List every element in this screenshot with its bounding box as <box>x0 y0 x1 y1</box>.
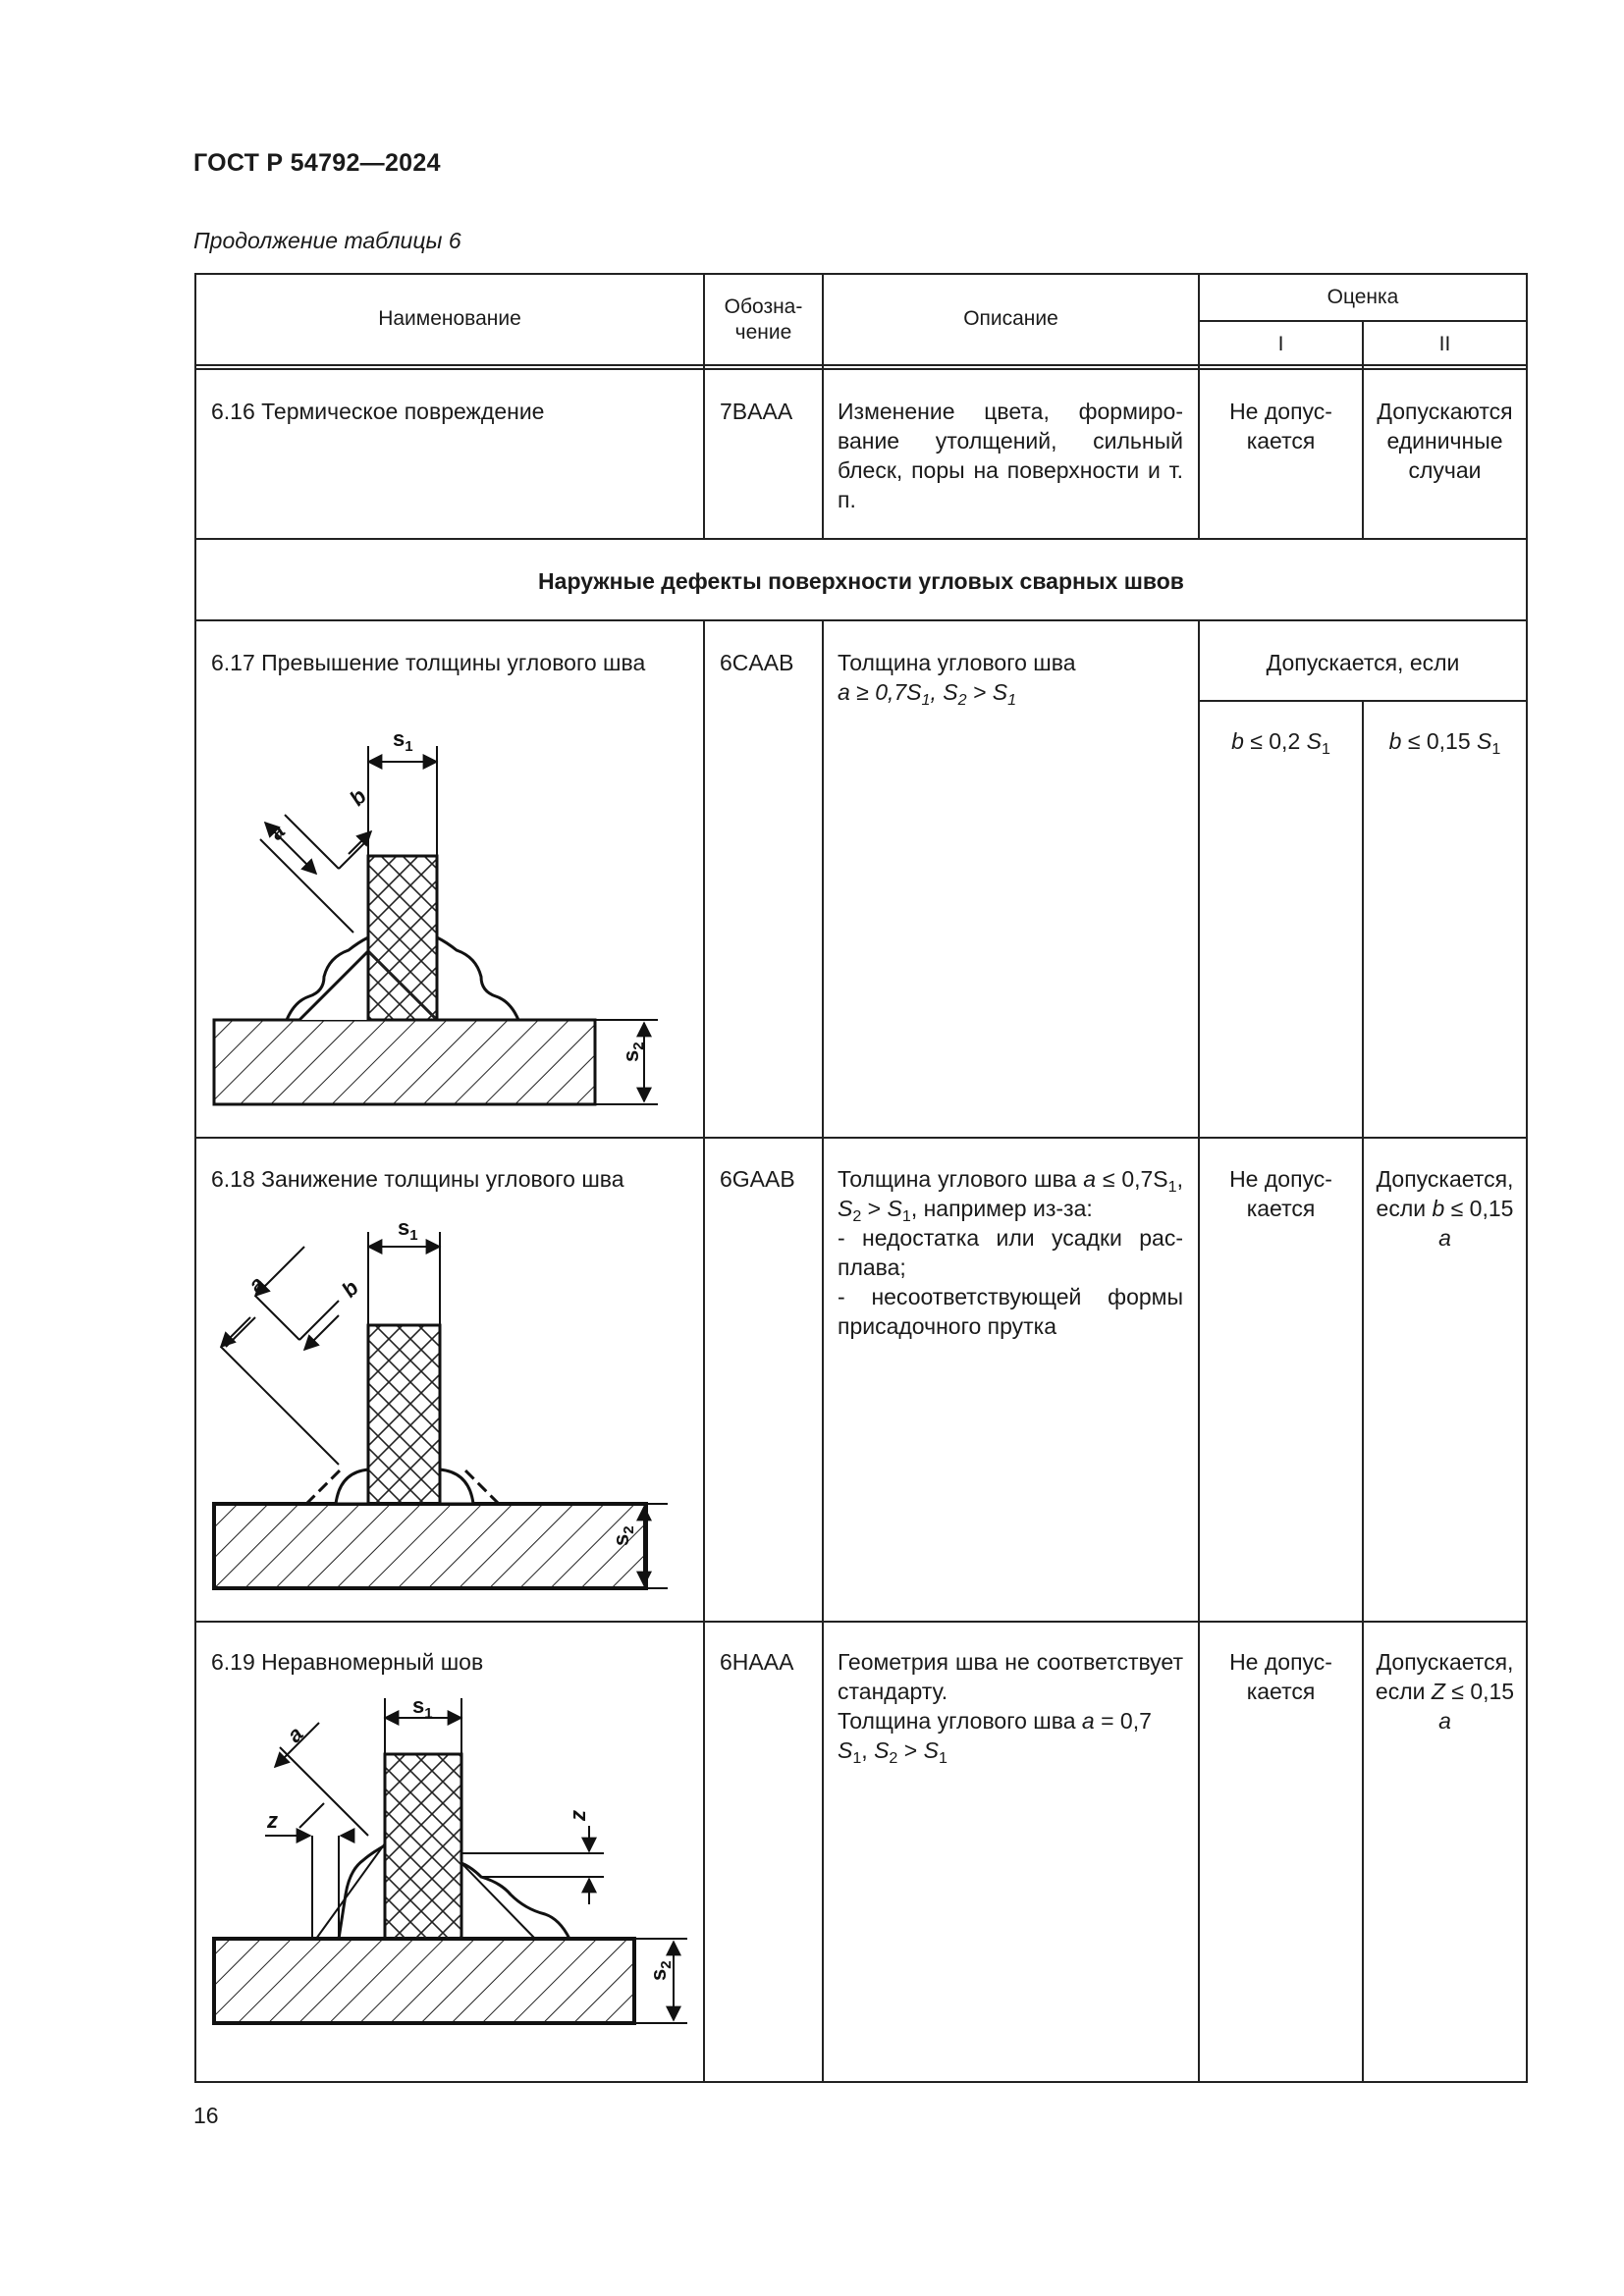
diagram-6-19 <box>214 1698 687 2023</box>
row-6-17-rating-merged: Допускается, если <box>1266 650 1460 675</box>
row-6-17-code: 6CAAB <box>720 650 794 675</box>
row-6-16-rating-2: Допускаются единичные случаи <box>1377 399 1513 483</box>
dim-b-6-17: b <box>344 783 372 811</box>
row-6-18-item-2: - несоответствующей формы присадочного прутка <box>838 1284 1183 1339</box>
dim-a-6-17: a <box>263 819 291 845</box>
row-6-16-code: 7BAAA <box>720 399 793 424</box>
diagram-6-18 <box>214 1232 668 1588</box>
row-6-16-description: Изменение цвета, формирование утолщений, сильный блеск, поры на поверхности и т. п. <box>838 399 1183 512</box>
row-6-19-rating-2: Допускается, если Z ≤ 0,15 a <box>1375 1649 1515 1734</box>
row-6-18-rating-2: Допускается, если b ≤ 0,15 a <box>1376 1166 1514 1251</box>
header-rating-1: I <box>1277 333 1284 355</box>
section-title: Наружные дефекты поверхности угловых сварных швов <box>538 568 1184 594</box>
dim-z-left-6-19: z <box>267 1808 278 1833</box>
diagram-6-17 <box>214 746 658 1104</box>
dim-a-6-19: a <box>282 1721 308 1748</box>
dim-s2-6-17: $s_2$ <box>619 1041 647 1062</box>
table-caption: Продолжение таблицы 6 <box>193 228 461 253</box>
page-number: 16 <box>193 2103 219 2128</box>
row-6-17-name: 6.17 Превышение толщины углового шва <box>211 650 646 675</box>
standard-code: ГОСТ Р 54792—2024 <box>193 149 441 177</box>
row-6-19-name: 6.19 Неравномерный шов <box>211 1649 484 1675</box>
dim-s1-6-18: $s_1$ <box>398 1215 418 1244</box>
dim-s2-6-19: $s_2$ <box>646 1960 675 1981</box>
header-code-line1: Обозна- <box>724 295 803 318</box>
header-code-line2: чение <box>734 321 792 344</box>
row-6-16-rating-1: Не допускается <box>1229 399 1332 454</box>
row-6-19-rating-1: Не допускается <box>1229 1649 1332 1704</box>
row-6-19-description-2: Толщина углового шва a = 0,7 $S_1$, $S_2 > S_1$ <box>838 1708 1152 1767</box>
row-6-17-condition: $a \ge 0,7S_1$, $S_2 > S_1$ <box>838 679 1017 709</box>
header-name: Наименование <box>378 307 521 330</box>
row-6-18-description-text: Толщина углового шва $a \le 0,7S_1$, $S_2 > S_1$, например из-за: <box>838 1166 1183 1225</box>
header-rating-2: II <box>1438 333 1451 355</box>
dim-s1-6-17: $s_1$ <box>393 726 413 755</box>
header-rating: Оценка <box>1326 286 1399 308</box>
row-6-18-code: 6GAAB <box>720 1166 795 1192</box>
dim-z-right-6-19: z <box>566 1810 590 1821</box>
row-6-18-name: 6.18 Занижение толщины углового шва <box>211 1166 624 1192</box>
row-6-17-description-text: Толщина углового шва <box>838 650 1076 675</box>
row-6-19-code: 6HAAA <box>720 1649 794 1675</box>
dim-s1-6-19: $s_1$ <box>412 1693 433 1722</box>
row-6-17-rating-1: b ≤ 0,2 $S_1$ <box>1231 728 1330 758</box>
row-6-17-rating-2: b ≤ 0,15 $S_1$ <box>1388 728 1501 758</box>
row-6-18-item-1: - недостатка или усадки расплава; <box>838 1225 1183 1280</box>
row-6-19-description-text: Геометрия шва не соответствует стандарту. <box>838 1649 1183 1704</box>
row-6-16-name: 6.16 Термическое повреждение <box>211 399 545 424</box>
dim-a-6-18: a <box>243 1271 270 1298</box>
row-6-18-rating-1: Не допускается <box>1229 1166 1332 1221</box>
dim-s2-6-18: $s_2$ <box>609 1525 637 1546</box>
dim-b-6-18: b <box>336 1275 364 1303</box>
header-description: Описание <box>963 307 1058 330</box>
